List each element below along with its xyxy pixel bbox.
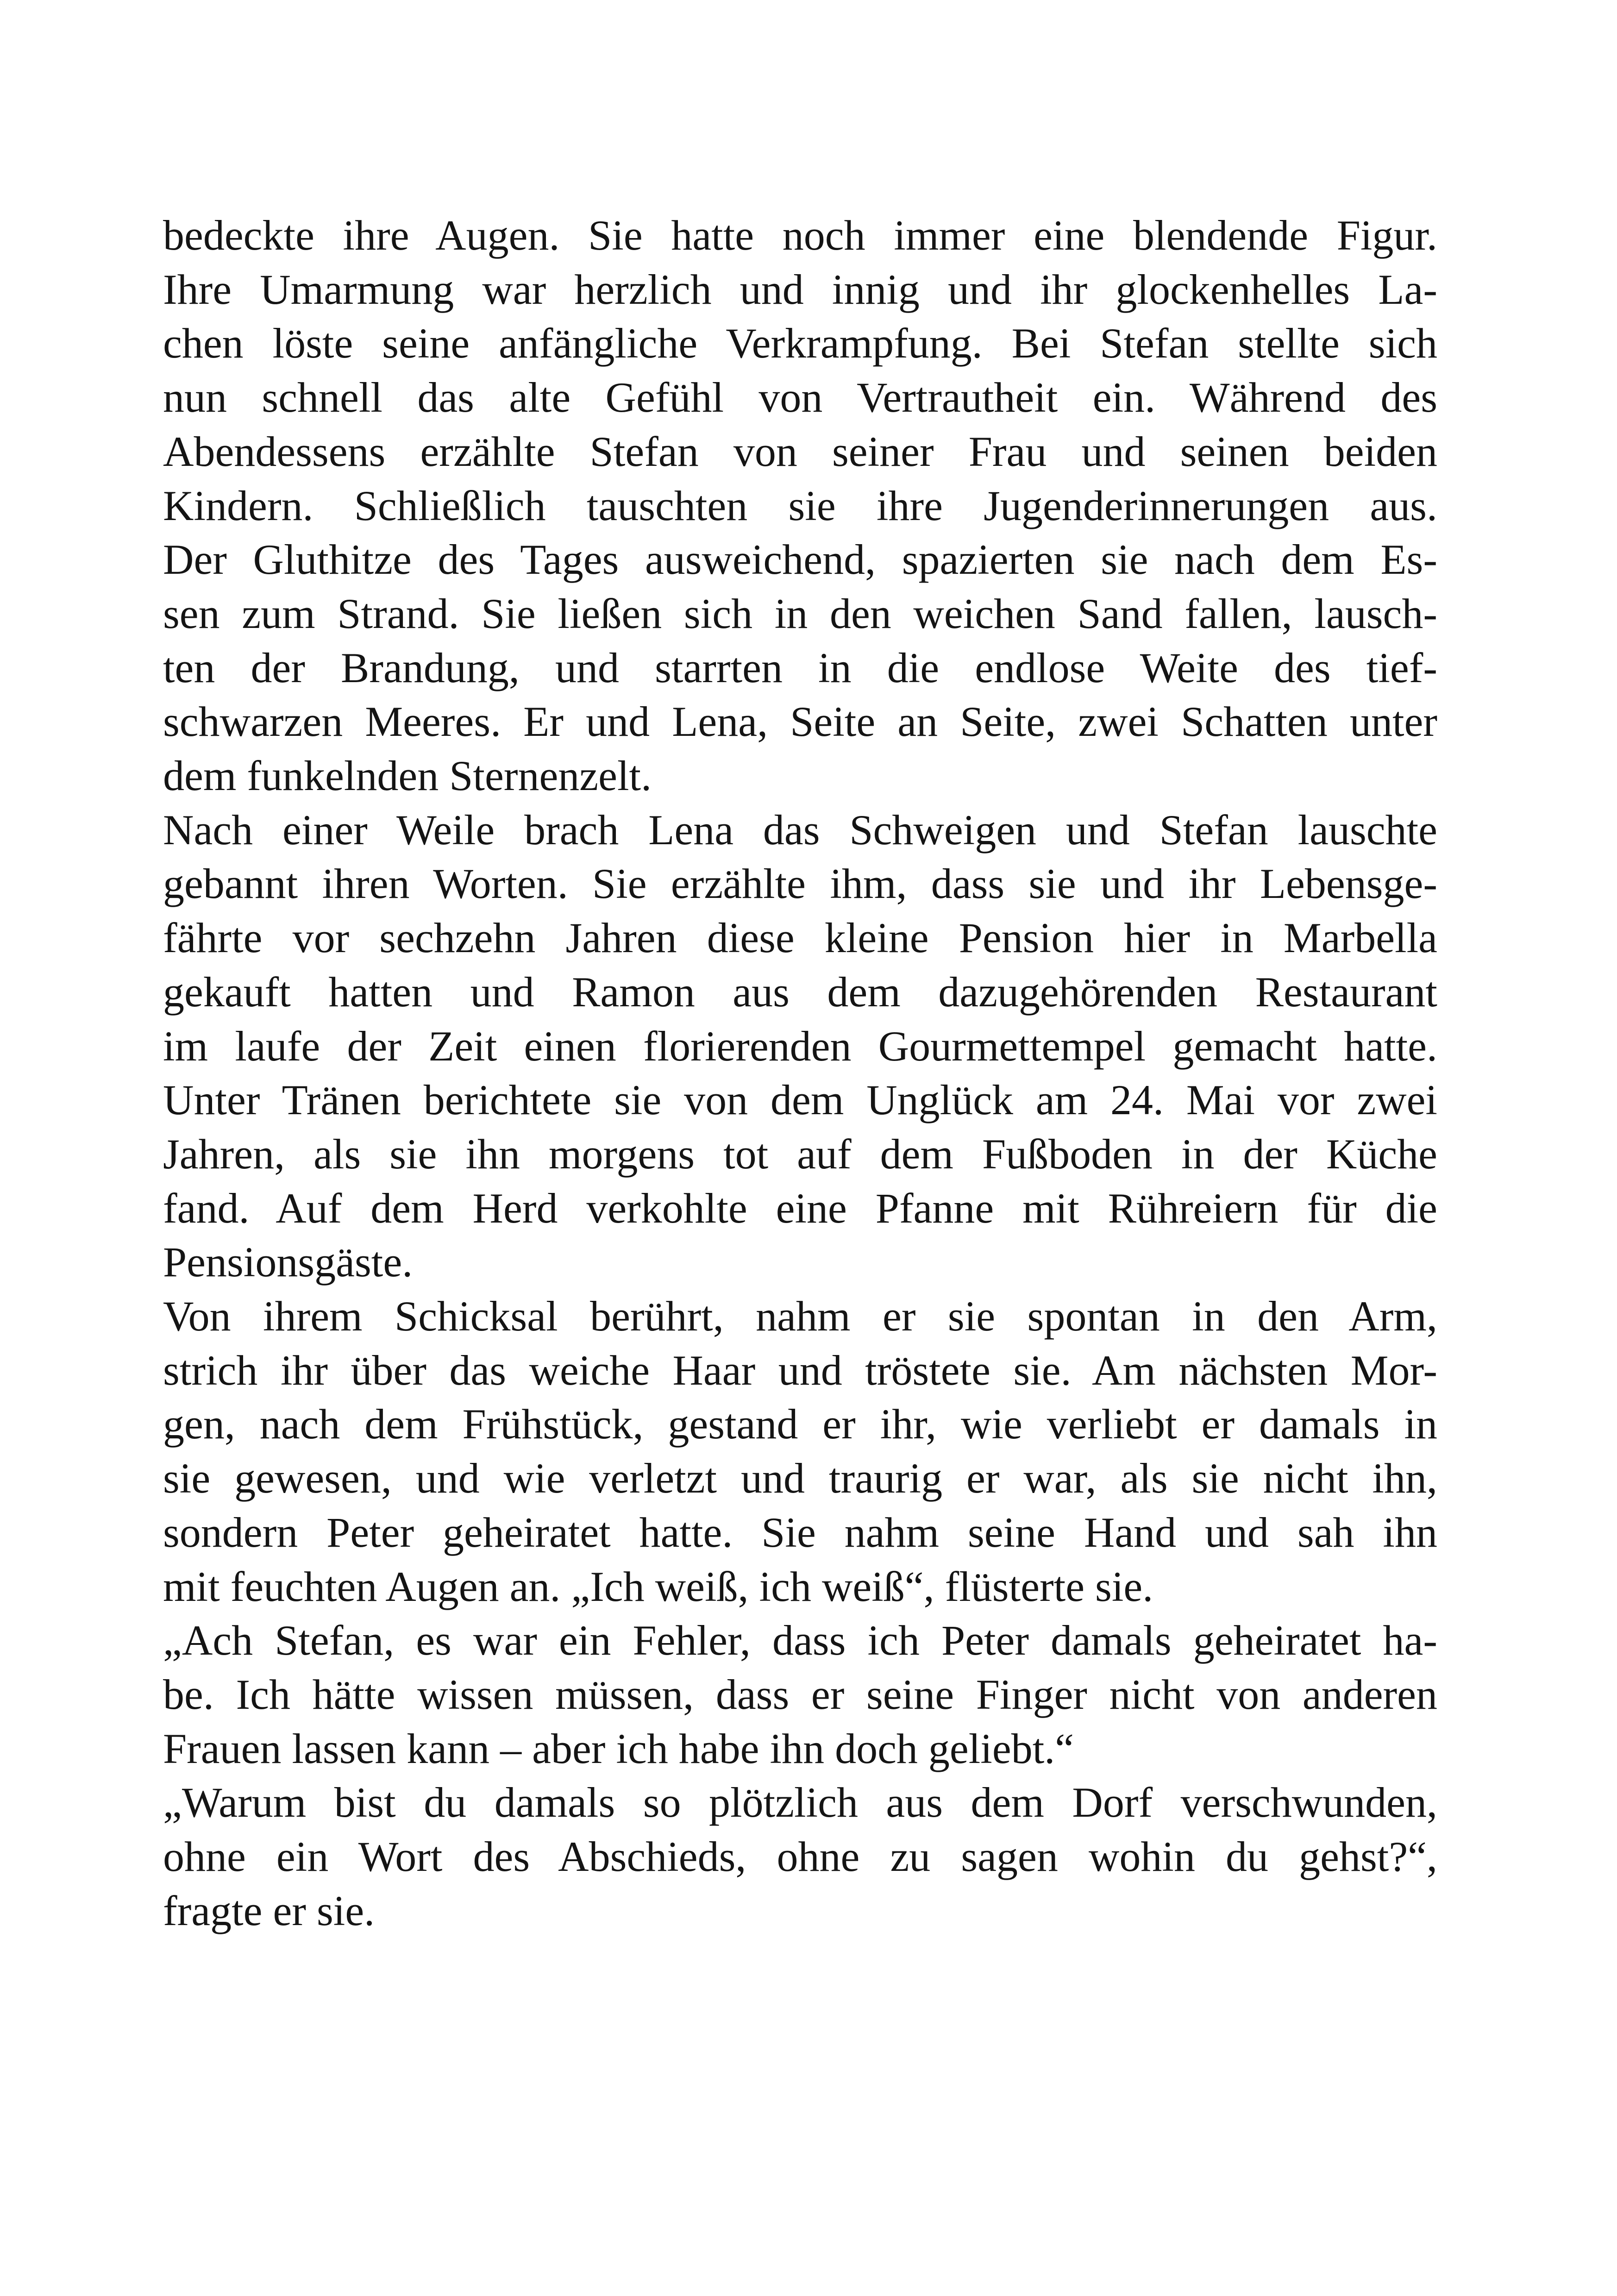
- text-line: Pensionsgäste.: [163, 1238, 413, 1286]
- text-line: fährte vor sechzehn Jahren diese kleine Pension hier in Marbella: [163, 914, 1437, 962]
- text-line: Von ihrem Schicksal berührt, nahm er sie spontan in den Arm,: [163, 1292, 1437, 1340]
- paragraph: [163, 208, 1437, 803]
- body-text: [163, 208, 1437, 1938]
- text-line: Jahren, als sie ihn morgens tot auf dem Fußboden in der Küche: [163, 1130, 1437, 1178]
- paragraph: [163, 1289, 1437, 1613]
- text-line: chen löste seine anfängliche Verkrampfung. Bei Stefan stellte sich: [163, 320, 1437, 367]
- text-line: Unter Tränen berichtete sie von dem Unglück am 24. Mai vor zwei: [163, 1076, 1437, 1124]
- text-line: „Ach Stefan, es war ein Fehler, dass ich Peter damals geheiratet ha-: [163, 1617, 1437, 1664]
- text-line: im laufe der Zeit einen florierenden Gourmettempel gemacht hatte.: [163, 1022, 1437, 1070]
- text-line: Ihre Umarmung war herzlich und innig und ihr glockenhelles La-: [163, 265, 1437, 313]
- paragraph: [163, 1613, 1437, 1775]
- text-line: Nach einer Weile brach Lena das Schweigen und Stefan lauschte: [163, 806, 1437, 853]
- text-line: Der Gluthitze des Tages ausweichend, spazierten sie nach dem Es-: [163, 536, 1437, 583]
- paragraph: [163, 803, 1437, 1289]
- text-line: nun schnell das alte Gefühl von Vertrautheit ein. Während des: [163, 374, 1437, 421]
- text-line: sie gewesen, und wie verletzt und traurig er war, als sie nicht ihn,: [163, 1455, 1437, 1502]
- text-line: bedeckte ihre Augen. Sie hatte noch immer eine blendende Figur.: [163, 212, 1437, 259]
- text-line: gekauft hatten und Ramon aus dem dazugehörenden Restaurant: [163, 968, 1437, 1016]
- text-line: mit feuchten Augen an. „Ich weiß, ich weiß“, flüsterte sie.: [163, 1562, 1153, 1610]
- paragraph: [163, 1775, 1437, 1938]
- text-line: fragte er sie.: [163, 1887, 375, 1934]
- text-line: Abendessens erzählte Stefan von seiner Frau und seinen beiden: [163, 427, 1437, 475]
- text-line: Kindern. Schließlich tauschten sie ihre Jugenderinnerungen aus.: [163, 482, 1437, 529]
- text-line: ohne ein Wort des Abschieds, ohne zu sagen wohin du gehst?“,: [163, 1833, 1437, 1881]
- text-line: dem funkelnden Sternenzelt.: [163, 752, 652, 800]
- text-line: Frauen lassen kann – aber ich habe ihn doch geliebt.“: [163, 1725, 1074, 1772]
- text-line: ten der Brandung, und starrten in die endlose Weite des tief-: [163, 644, 1437, 691]
- text-line: fand. Auf dem Herd verkohlte eine Pfanne mit Rühreiern für die: [163, 1184, 1437, 1232]
- text-line: „Warum bist du damals so plötzlich aus dem Dorf verschwunden,: [163, 1779, 1437, 1826]
- text-line: schwarzen Meeres. Er und Lena, Seite an Seite, zwei Schatten unter: [163, 698, 1437, 746]
- text-line: sen zum Strand. Sie ließen sich in den weichen Sand fallen, lausch-: [163, 590, 1437, 637]
- text-line: strich ihr über das weiche Haar und tröstete sie. Am nächsten Mor-: [163, 1346, 1437, 1394]
- text-line: gebannt ihren Worten. Sie erzählte ihm, dass sie und ihr Lebensge-: [163, 860, 1437, 908]
- text-line: gen, nach dem Frühstück, gestand er ihr, wie verliebt er damals in: [163, 1400, 1437, 1448]
- text-line: be. Ich hätte wissen müssen, dass er seine Finger nicht von anderen: [163, 1670, 1437, 1718]
- text-line: sondern Peter geheiratet hatte. Sie nahm seine Hand und sah ihn: [163, 1508, 1437, 1556]
